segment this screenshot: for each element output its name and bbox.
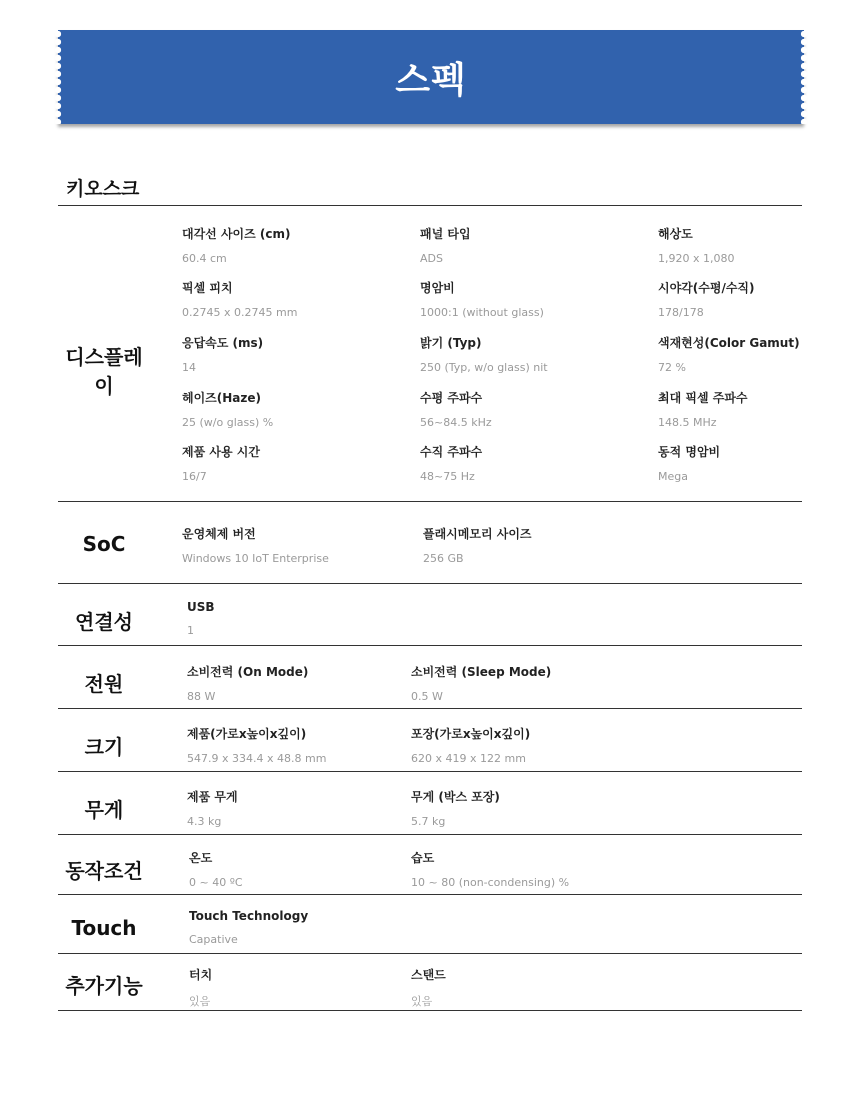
divider: [58, 953, 802, 954]
spec-item: [420, 279, 544, 319]
spec-key: 패널 타입: [420, 227, 471, 241]
spec-key: 온도: [189, 851, 213, 865]
spec-item: [182, 525, 329, 565]
divider: [58, 708, 802, 709]
spec-item: [189, 849, 243, 889]
spec-key: 스탠드: [411, 968, 446, 982]
spec-key: 수평 주파수: [420, 391, 483, 405]
divider: [58, 1010, 802, 1011]
spec-value: 있음: [189, 995, 211, 1008]
row-label-power: 전원: [84, 672, 124, 696]
spec-item: [182, 334, 263, 374]
spec-key: 시야각(수평/수직): [658, 281, 755, 295]
spec-item: [658, 443, 720, 483]
spec-item: [187, 788, 238, 828]
divider: [58, 834, 802, 835]
spec-value: 있음: [411, 995, 433, 1008]
spec-key: 포장(가로x높이x깊이): [411, 727, 531, 741]
spec-item: [658, 389, 748, 429]
spec-item: [187, 725, 326, 765]
row-label-size: 크기: [84, 735, 124, 759]
spec-item: [411, 788, 500, 828]
spec-key: 해상도: [658, 227, 693, 241]
spec-item: [658, 334, 800, 374]
section-title: 키오스크: [66, 178, 140, 200]
spec-value: Mega: [658, 470, 688, 483]
spec-value: 72 %: [658, 361, 686, 374]
spec-key: 운영체제 버전: [182, 527, 256, 541]
row-label-soc: SoC: [82, 532, 126, 556]
spec-value: 1000:1 (without glass): [420, 306, 544, 319]
spec-item: [189, 966, 212, 1009]
spec-key: 색재현성(Color Gamut): [658, 336, 800, 350]
spec-key: 동적 명암비: [658, 445, 721, 459]
spec-value: 88 W: [187, 690, 216, 703]
spec-value: Capative: [189, 933, 238, 946]
spec-item: [420, 225, 471, 265]
divider: [58, 894, 802, 895]
spec-key: Touch Technology: [189, 909, 309, 923]
row-label-extra: 추가기능: [65, 974, 143, 998]
spec-value: 5.7 kg: [411, 815, 446, 828]
spec-key: 소비전력 (On Mode): [187, 665, 309, 679]
spec-item: [411, 663, 551, 703]
spec-value: 547.9 x 334.4 x 48.8 mm: [187, 752, 327, 765]
spec-key: 명암비: [420, 281, 455, 295]
divider: [58, 205, 802, 206]
spec-value: 25 (w/o glass) %: [182, 416, 274, 429]
spec-value: 56~84.5 kHz: [420, 416, 492, 429]
spec-value: 250 (Typ, w/o glass) nit: [420, 361, 548, 374]
spec-key: 픽셀 피치: [182, 281, 233, 295]
banner-title: 스펙: [395, 60, 467, 101]
spec-item: [182, 279, 297, 319]
spec-item: [189, 909, 308, 946]
spec-item: [411, 849, 569, 889]
spec-item: [658, 225, 734, 265]
divider: [58, 771, 802, 772]
spec-item: [423, 525, 532, 565]
row-label-weight: 무게: [84, 798, 124, 822]
divider: [58, 501, 802, 502]
spec-key: 터치: [189, 968, 213, 982]
spec-item: [182, 225, 291, 265]
row-label-display: 디스플레이: [65, 345, 143, 398]
spec-item: [182, 389, 273, 429]
spec-item: [658, 279, 755, 319]
spec-item: [420, 389, 492, 429]
spec-value: 48~75 Hz: [420, 470, 475, 483]
spec-key: 수직 주파수: [420, 445, 483, 459]
divider: [58, 583, 802, 584]
spec-key: 플래시메모리 사이즈: [423, 527, 532, 541]
spec-item: [182, 443, 260, 483]
spec-value: 0.5 W: [411, 690, 443, 703]
spec-value: 4.3 kg: [187, 815, 222, 828]
spec-key: 대각선 사이즈 (cm): [182, 227, 291, 241]
spec-value: 14: [182, 361, 196, 374]
spec-value: 0 ~ 40 ºC: [189, 876, 243, 889]
spec-value: 178/178: [658, 306, 704, 319]
spec-key: USB: [187, 600, 215, 614]
spec-key: 제품 사용 시간: [182, 445, 260, 459]
spec-key: 소비전력 (Sleep Mode): [411, 665, 552, 679]
row-label-touch: Touch: [71, 916, 137, 940]
spec-value: ADS: [420, 252, 443, 265]
spec-value: Windows 10 IoT Enterprise: [182, 552, 329, 565]
spec-value: 16/7: [182, 470, 207, 483]
spec-item: [411, 966, 446, 1009]
spec-item: [187, 600, 215, 637]
spec-key: 응답속도 (ms): [182, 336, 264, 350]
row-label-operating: 동작조건: [65, 859, 143, 883]
spec-key: 무게 (박스 포장): [411, 790, 500, 804]
spec-item: [411, 725, 530, 765]
spec-key: 제품 무게: [187, 790, 238, 804]
spec-key: 최대 픽셀 주파수: [658, 391, 748, 405]
spec-key: 습도: [411, 851, 435, 865]
spec-item: [420, 443, 482, 483]
spec-item: [420, 334, 548, 374]
spec-value: 60.4 cm: [182, 252, 227, 265]
spec-value: 0.2745 x 0.2745 mm: [182, 306, 298, 319]
spec-key: 제품(가로x높이x깊이): [187, 727, 307, 741]
spec-value: 1,920 x 1,080: [658, 252, 735, 265]
spec-key: 헤이즈(Haze): [182, 391, 262, 405]
spec-value: 148.5 MHz: [658, 416, 717, 429]
spec-item: [187, 663, 308, 703]
spec-value: 10 ~ 80 (non-condensing) %: [411, 876, 570, 889]
divider: [58, 645, 802, 646]
row-label-connectivity: 연결성: [75, 610, 133, 634]
spec-value: 256 GB: [423, 552, 464, 565]
header-banner: [58, 30, 804, 124]
spec-key: 밝기 (Typ): [420, 336, 482, 350]
spec-value: 1: [187, 624, 194, 637]
spec-value: 620 x 419 x 122 mm: [411, 752, 526, 765]
